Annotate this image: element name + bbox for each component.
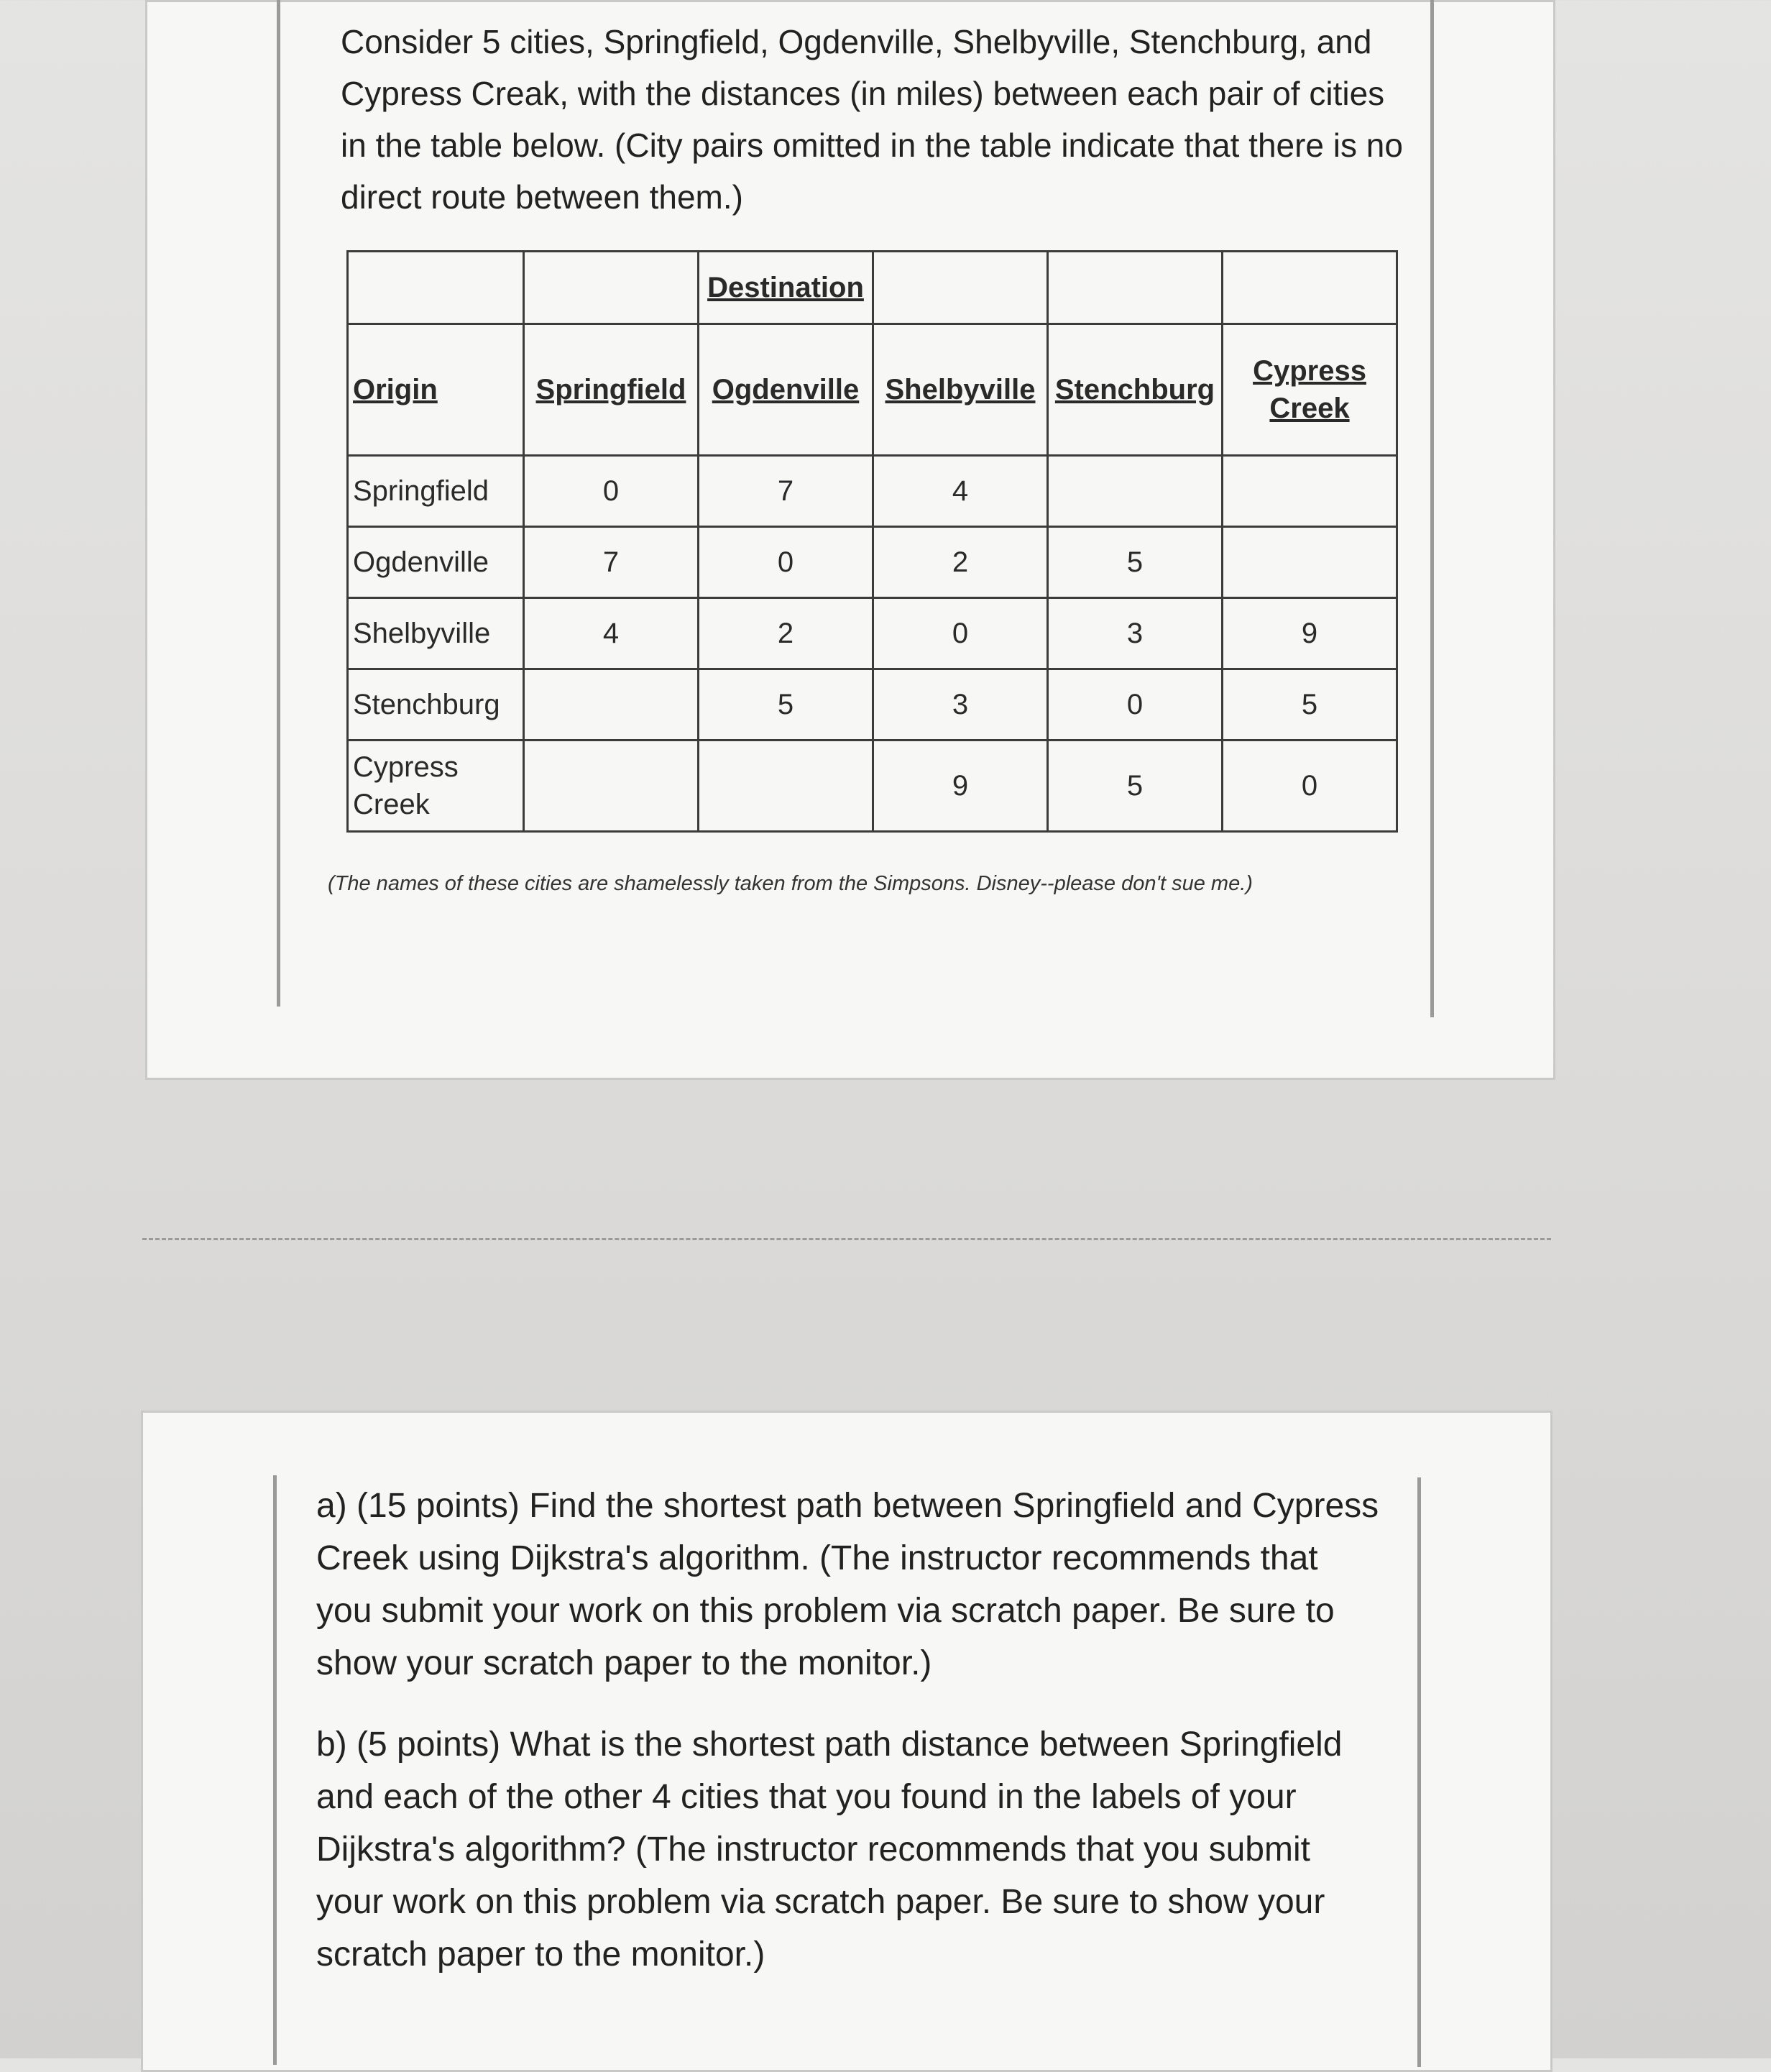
- panel-border-left: [273, 1475, 277, 2065]
- distance-cell: 4: [524, 598, 699, 669]
- distance-cell: 9: [1223, 598, 1397, 669]
- distance-cell: [524, 669, 699, 741]
- table-row: [348, 598, 1397, 669]
- distance-cell: 5: [1048, 527, 1223, 598]
- distance-cell: 7: [699, 456, 873, 527]
- table-row: [348, 741, 1397, 832]
- column-header: Springfield: [524, 324, 699, 456]
- origin-header: Origin: [348, 324, 524, 456]
- table-caption: (The names of these cities are shamelessly taken from the Simpsons. Disney--please don't sue me.): [328, 872, 1253, 895]
- distance-cell: 3: [873, 669, 1048, 741]
- panel-border-right: [1430, 0, 1434, 1017]
- distance-cell: 0: [699, 527, 873, 598]
- distance-cell: 5: [1223, 669, 1397, 741]
- table-destination-row: [348, 252, 1397, 324]
- distance-cell: [1223, 527, 1397, 598]
- distance-cell: 2: [699, 598, 873, 669]
- distance-cell: [524, 741, 699, 832]
- panel-border-left: [277, 0, 280, 1007]
- distance-cell: 9: [873, 741, 1048, 832]
- row-city-label: Springfield: [348, 456, 524, 527]
- table-row: [348, 669, 1397, 741]
- row-city-label: Ogdenville: [348, 527, 524, 598]
- problem-intro-text: Consider 5 cities, Springfield, Ogdenville, Shelbyville, Stenchburg, and Cypress Creak, with the distances (in miles) between each pair of cities in the table below. (City pairs omitted in the table indicate that there is no direct route between them.): [341, 23, 1403, 216]
- distance-cell: [1048, 456, 1223, 527]
- distance-table: [346, 250, 1398, 833]
- column-header: Stenchburg: [1048, 324, 1223, 456]
- destination-label: Destination: [707, 271, 864, 303]
- row-city-label: Stenchburg: [348, 669, 524, 741]
- question-b-text: b) (5 points) What is the shortest path distance between Springfield and each of the other 4 cities that you found in the labels of your Dijkstra's algorithm? (The instructor recommends that you submit your work on this problem via scratch paper. Be sure to show your scratch paper to the monitor.): [316, 1725, 1343, 1974]
- distance-cell: 5: [699, 669, 873, 741]
- distance-cell: 0: [524, 456, 699, 527]
- column-header: Shelbyville: [873, 324, 1048, 456]
- row-city-label: Cypress Creek: [348, 741, 524, 832]
- section-divider: [142, 1238, 1551, 1240]
- column-header: Ogdenville: [699, 324, 873, 456]
- table-header-row: [348, 324, 1397, 456]
- distance-cell: 5: [1048, 741, 1223, 832]
- distance-cell: 2: [873, 527, 1048, 598]
- panel-border-right: [1417, 1477, 1421, 2067]
- distance-cell: 0: [1048, 669, 1223, 741]
- table-row: [348, 456, 1397, 527]
- distance-cell: 4: [873, 456, 1048, 527]
- distance-cell: 7: [524, 527, 699, 598]
- table-row: [348, 527, 1397, 598]
- distance-cell: [699, 741, 873, 832]
- distance-cell: [1223, 456, 1397, 527]
- distance-cell: 0: [873, 598, 1048, 669]
- distance-cell: 3: [1048, 598, 1223, 669]
- distance-cell: 0: [1223, 741, 1397, 832]
- question-a-text: a) (15 points) Find the shortest path between Springfield and Cypress Creek using Dijkstra's algorithm. (The instructor recommends that you submit your work on this problem via scratch paper. Be sure to show your scratch paper to the monitor.): [316, 1487, 1379, 1682]
- row-city-label: Shelbyville: [348, 598, 524, 669]
- column-header: Cypress Creek: [1223, 324, 1397, 456]
